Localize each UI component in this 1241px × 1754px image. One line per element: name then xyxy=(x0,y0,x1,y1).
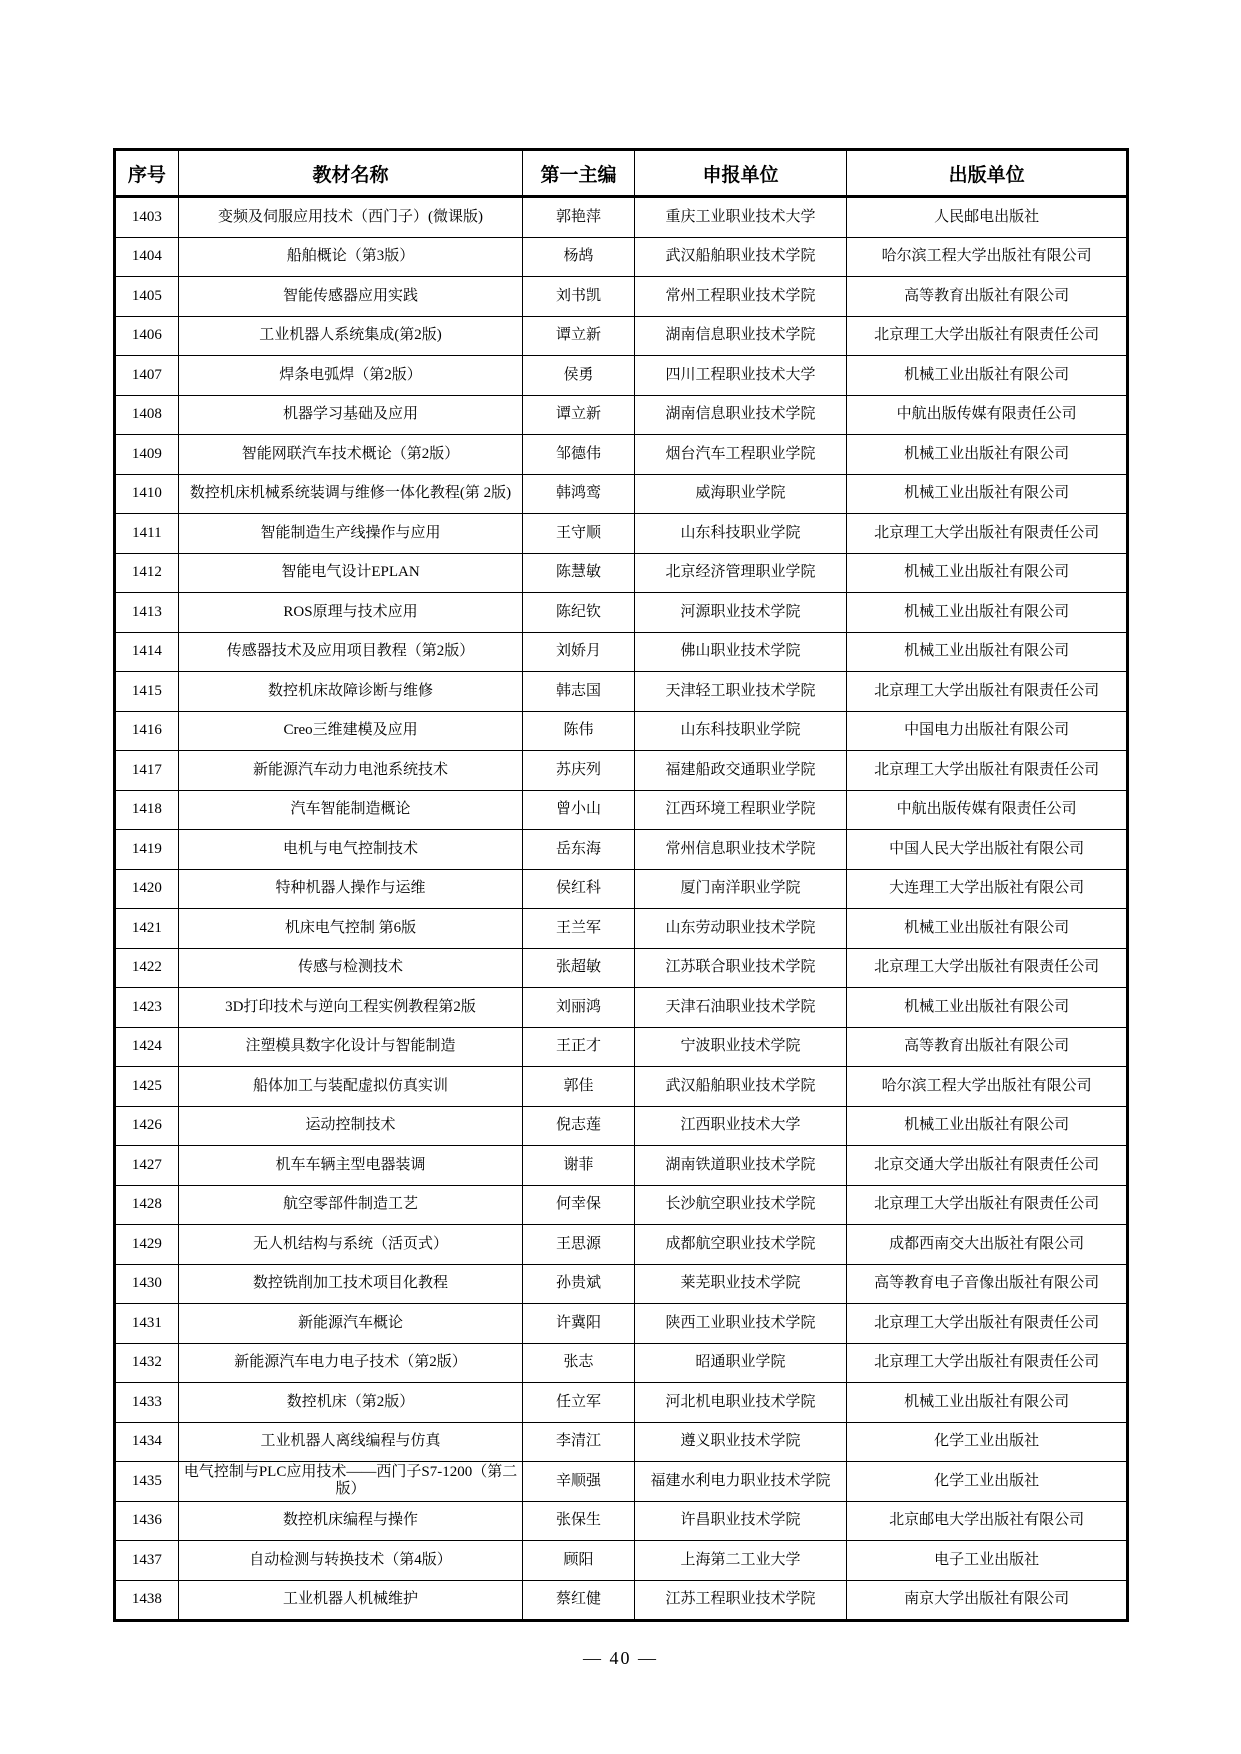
cell-applicant: 江西职业技术大学 xyxy=(634,1106,847,1146)
cell-editor: 刘丽鸿 xyxy=(523,988,634,1028)
cell-publisher: 大连理工大学出版社有限公司 xyxy=(847,869,1128,909)
cell-serial: 1403 xyxy=(115,197,179,238)
cell-serial: 1416 xyxy=(115,711,179,751)
cell-editor: 陈纪钦 xyxy=(523,593,634,633)
table-row xyxy=(115,435,1128,475)
cell-editor: 韩志国 xyxy=(523,672,634,712)
table-row xyxy=(115,1067,1128,1107)
cell-title: Creo三维建模及应用 xyxy=(178,711,522,751)
table-row xyxy=(115,1501,1128,1541)
cell-applicant: 武汉船舶职业技术学院 xyxy=(634,1067,847,1107)
table-row xyxy=(115,514,1128,554)
cell-title: 机床电气控制 第6版 xyxy=(178,909,522,949)
table-row xyxy=(115,1422,1128,1462)
cell-title: 智能制造生产线操作与应用 xyxy=(178,514,522,554)
cell-applicant: 烟台汽车工程职业学院 xyxy=(634,435,847,475)
cell-serial: 1413 xyxy=(115,593,179,633)
cell-editor: 辛顺强 xyxy=(523,1462,634,1502)
cell-title: 自动检测与转换技术（第4版） xyxy=(178,1541,522,1581)
cell-publisher: 北京理工大学出版社有限责任公司 xyxy=(847,672,1128,712)
cell-applicant: 山东科技职业学院 xyxy=(634,711,847,751)
cell-title: 智能电气设计EPLAN xyxy=(178,553,522,593)
cell-publisher: 机械工业出版社有限公司 xyxy=(847,356,1128,396)
cell-editor: 谭立新 xyxy=(523,395,634,435)
page-number: — 40 — xyxy=(583,1648,658,1668)
cell-publisher: 北京理工大学出版社有限责任公司 xyxy=(847,1185,1128,1225)
cell-editor: 苏庆列 xyxy=(523,751,634,791)
table-row xyxy=(115,830,1128,870)
cell-editor: 谭立新 xyxy=(523,316,634,356)
cell-publisher: 高等教育出版社有限公司 xyxy=(847,277,1128,317)
cell-editor: 谢菲 xyxy=(523,1146,634,1186)
cell-publisher: 机械工业出版社有限公司 xyxy=(847,435,1128,475)
cell-publisher: 中国电力出版社有限公司 xyxy=(847,711,1128,751)
cell-applicant: 河北机电职业技术学院 xyxy=(634,1383,847,1423)
table-row xyxy=(115,237,1128,277)
cell-serial: 1432 xyxy=(115,1343,179,1383)
cell-applicant: 遵义职业技术学院 xyxy=(634,1422,847,1462)
cell-title: 3D打印技术与逆向工程实例教程第2版 xyxy=(178,988,522,1028)
cell-editor: 何幸保 xyxy=(523,1185,634,1225)
table-row xyxy=(115,948,1128,988)
cell-title: 工业机器人机械维护 xyxy=(178,1580,522,1621)
table-row xyxy=(115,1185,1128,1225)
cell-serial: 1405 xyxy=(115,277,179,317)
cell-title: 变频及伺服应用技术（西门子）(微课版) xyxy=(178,197,522,238)
cell-publisher: 北京交通大学出版社有限责任公司 xyxy=(847,1146,1128,1186)
cell-applicant: 湖南信息职业技术学院 xyxy=(634,395,847,435)
cell-publisher: 化学工业出版社 xyxy=(847,1462,1128,1502)
cell-applicant: 重庆工业职业技术大学 xyxy=(634,197,847,238)
header-cell-editor: 第一主编 xyxy=(523,150,634,197)
cell-title: 无人机结构与系统（活页式） xyxy=(178,1225,522,1265)
table-row xyxy=(115,1264,1128,1304)
cell-editor: 杨鸪 xyxy=(523,237,634,277)
cell-editor: 岳东海 xyxy=(523,830,634,870)
cell-serial: 1434 xyxy=(115,1422,179,1462)
cell-title: 新能源汽车动力电池系统技术 xyxy=(178,751,522,791)
cell-serial: 1426 xyxy=(115,1106,179,1146)
cell-serial: 1411 xyxy=(115,514,179,554)
table-row xyxy=(115,553,1128,593)
cell-applicant: 威海职业学院 xyxy=(634,474,847,514)
cell-editor: 侯勇 xyxy=(523,356,634,396)
cell-editor: 陈慧敏 xyxy=(523,553,634,593)
table-header-row xyxy=(115,150,1128,197)
table-row xyxy=(115,1462,1128,1502)
cell-title: 数控机床（第2版） xyxy=(178,1383,522,1423)
cell-editor: 王思源 xyxy=(523,1225,634,1265)
cell-title: 数控机床机械系统装调与维修一体化教程(第 2版) xyxy=(178,474,522,514)
cell-title: 航空零部件制造工艺 xyxy=(178,1185,522,1225)
header-cell-applicant: 申报单位 xyxy=(634,150,847,197)
cell-publisher: 人民邮电出版社 xyxy=(847,197,1128,238)
cell-editor: 张保生 xyxy=(523,1501,634,1541)
cell-editor: 韩鸿鸾 xyxy=(523,474,634,514)
cell-publisher: 南京大学出版社有限公司 xyxy=(847,1580,1128,1621)
cell-serial: 1404 xyxy=(115,237,179,277)
cell-applicant: 福建船政交通职业学院 xyxy=(634,751,847,791)
cell-applicant: 昭通职业学院 xyxy=(634,1343,847,1383)
cell-publisher: 机械工业出版社有限公司 xyxy=(847,632,1128,672)
cell-editor: 顾阳 xyxy=(523,1541,634,1581)
cell-publisher: 北京理工大学出版社有限责任公司 xyxy=(847,1304,1128,1344)
table-row xyxy=(115,869,1128,909)
cell-editor: 刘书凯 xyxy=(523,277,634,317)
cell-serial: 1409 xyxy=(115,435,179,475)
cell-serial: 1431 xyxy=(115,1304,179,1344)
cell-publisher: 北京理工大学出版社有限责任公司 xyxy=(847,1343,1128,1383)
cell-title: 工业机器人系统集成(第2版) xyxy=(178,316,522,356)
cell-title: 数控机床故障诊断与维修 xyxy=(178,672,522,712)
table-row xyxy=(115,1541,1128,1581)
cell-applicant: 厦门南洋职业学院 xyxy=(634,869,847,909)
cell-applicant: 成都航空职业技术学院 xyxy=(634,1225,847,1265)
cell-title: 新能源汽车概论 xyxy=(178,1304,522,1344)
cell-publisher: 哈尔滨工程大学出版社有限公司 xyxy=(847,1067,1128,1107)
cell-publisher: 中航出版传媒有限责任公司 xyxy=(847,395,1128,435)
cell-serial: 1410 xyxy=(115,474,179,514)
cell-serial: 1428 xyxy=(115,1185,179,1225)
table-row xyxy=(115,988,1128,1028)
cell-serial: 1424 xyxy=(115,1027,179,1067)
cell-serial: 1423 xyxy=(115,988,179,1028)
cell-title: 新能源汽车电力电子技术（第2版） xyxy=(178,1343,522,1383)
cell-publisher: 化学工业出版社 xyxy=(847,1422,1128,1462)
cell-serial: 1422 xyxy=(115,948,179,988)
table-row xyxy=(115,1580,1128,1621)
cell-applicant: 莱芜职业技术学院 xyxy=(634,1264,847,1304)
cell-applicant: 北京经济管理职业学院 xyxy=(634,553,847,593)
cell-title: 传感与检测技术 xyxy=(178,948,522,988)
cell-editor: 陈伟 xyxy=(523,711,634,751)
table-row xyxy=(115,1383,1128,1423)
table-row xyxy=(115,1027,1128,1067)
cell-editor: 任立军 xyxy=(523,1383,634,1423)
cell-serial: 1419 xyxy=(115,830,179,870)
cell-editor: 郭佳 xyxy=(523,1067,634,1107)
table-row xyxy=(115,395,1128,435)
cell-publisher: 机械工业出版社有限公司 xyxy=(847,1106,1128,1146)
cell-applicant: 长沙航空职业技术学院 xyxy=(634,1185,847,1225)
cell-publisher: 北京理工大学出版社有限责任公司 xyxy=(847,514,1128,554)
cell-serial: 1430 xyxy=(115,1264,179,1304)
table-row xyxy=(115,632,1128,672)
cell-editor: 倪志莲 xyxy=(523,1106,634,1146)
cell-publisher: 中国人民大学出版社有限公司 xyxy=(847,830,1128,870)
table-row xyxy=(115,197,1128,238)
cell-editor: 李清江 xyxy=(523,1422,634,1462)
table-row xyxy=(115,277,1128,317)
table-body xyxy=(115,197,1128,1621)
cell-editor: 王兰军 xyxy=(523,909,634,949)
cell-serial: 1433 xyxy=(115,1383,179,1423)
cell-applicant: 天津轻工职业技术学院 xyxy=(634,672,847,712)
cell-applicant: 武汉船舶职业技术学院 xyxy=(634,237,847,277)
cell-title: 传感器技术及应用项目教程（第2版） xyxy=(178,632,522,672)
table-row xyxy=(115,474,1128,514)
cell-title: 电气控制与PLC应用技术——西门子S7-1200（第二版） xyxy=(178,1462,522,1502)
cell-editor: 张志 xyxy=(523,1343,634,1383)
table-row xyxy=(115,1225,1128,1265)
header-cell-serial: 序号 xyxy=(115,150,179,197)
cell-title: 焊条电弧焊（第2版） xyxy=(178,356,522,396)
cell-title: 机器学习基础及应用 xyxy=(178,395,522,435)
table-row xyxy=(115,790,1128,830)
cell-applicant: 江苏工程职业技术学院 xyxy=(634,1580,847,1621)
cell-serial: 1425 xyxy=(115,1067,179,1107)
cell-publisher: 北京理工大学出版社有限责任公司 xyxy=(847,316,1128,356)
cell-editor: 蔡红健 xyxy=(523,1580,634,1621)
cell-applicant: 佛山职业技术学院 xyxy=(634,632,847,672)
cell-publisher: 成都西南交大出版社有限公司 xyxy=(847,1225,1128,1265)
table-row xyxy=(115,593,1128,633)
cell-serial: 1437 xyxy=(115,1541,179,1581)
cell-serial: 1420 xyxy=(115,869,179,909)
cell-title: 智能传感器应用实践 xyxy=(178,277,522,317)
cell-publisher: 机械工业出版社有限公司 xyxy=(847,553,1128,593)
cell-publisher: 机械工业出版社有限公司 xyxy=(847,988,1128,1028)
textbook-table xyxy=(113,148,1129,1622)
cell-publisher: 机械工业出版社有限公司 xyxy=(847,474,1128,514)
cell-title: 工业机器人离线编程与仿真 xyxy=(178,1422,522,1462)
cell-publisher: 北京邮电大学出版社有限公司 xyxy=(847,1501,1128,1541)
cell-title: 数控铣削加工技术项目化教程 xyxy=(178,1264,522,1304)
cell-publisher: 北京理工大学出版社有限责任公司 xyxy=(847,948,1128,988)
cell-publisher: 中航出版传媒有限责任公司 xyxy=(847,790,1128,830)
cell-applicant: 常州信息职业技术学院 xyxy=(634,830,847,870)
cell-title: 机车车辆主型电器装调 xyxy=(178,1146,522,1186)
cell-title: 船舶概论（第3版） xyxy=(178,237,522,277)
cell-editor: 侯红科 xyxy=(523,869,634,909)
cell-applicant: 江苏联合职业技术学院 xyxy=(634,948,847,988)
cell-serial: 1427 xyxy=(115,1146,179,1186)
cell-publisher: 机械工业出版社有限公司 xyxy=(847,593,1128,633)
cell-editor: 郭艳萍 xyxy=(523,197,634,238)
cell-editor: 刘娇月 xyxy=(523,632,634,672)
cell-applicant: 许昌职业技术学院 xyxy=(634,1501,847,1541)
cell-publisher: 机械工业出版社有限公司 xyxy=(847,909,1128,949)
table-row xyxy=(115,1304,1128,1344)
cell-serial: 1418 xyxy=(115,790,179,830)
cell-applicant: 四川工程职业技术大学 xyxy=(634,356,847,396)
cell-editor: 张超敏 xyxy=(523,948,634,988)
table-row xyxy=(115,1343,1128,1383)
cell-publisher: 北京理工大学出版社有限责任公司 xyxy=(847,751,1128,791)
cell-publisher: 机械工业出版社有限公司 xyxy=(847,1383,1128,1423)
cell-serial: 1408 xyxy=(115,395,179,435)
cell-serial: 1435 xyxy=(115,1462,179,1502)
cell-title: 注塑模具数字化设计与智能制造 xyxy=(178,1027,522,1067)
header-cell-publisher: 出版单位 xyxy=(847,150,1128,197)
cell-title: 智能网联汽车技术概论（第2版） xyxy=(178,435,522,475)
cell-editor: 孙贵斌 xyxy=(523,1264,634,1304)
cell-title: 船体加工与装配虚拟仿真实训 xyxy=(178,1067,522,1107)
cell-serial: 1406 xyxy=(115,316,179,356)
cell-serial: 1429 xyxy=(115,1225,179,1265)
cell-serial: 1415 xyxy=(115,672,179,712)
cell-title: 电机与电气控制技术 xyxy=(178,830,522,870)
cell-applicant: 湖南铁道职业技术学院 xyxy=(634,1146,847,1186)
cell-serial: 1414 xyxy=(115,632,179,672)
cell-applicant: 上海第二工业大学 xyxy=(634,1541,847,1581)
cell-serial: 1417 xyxy=(115,751,179,791)
cell-publisher: 哈尔滨工程大学出版社有限公司 xyxy=(847,237,1128,277)
table-row xyxy=(115,356,1128,396)
cell-title: 运动控制技术 xyxy=(178,1106,522,1146)
cell-title: 特种机器人操作与运维 xyxy=(178,869,522,909)
cell-applicant: 天津石油职业技术学院 xyxy=(634,988,847,1028)
cell-applicant: 陕西工业职业技术学院 xyxy=(634,1304,847,1344)
table-row xyxy=(115,1106,1128,1146)
cell-applicant: 常州工程职业技术学院 xyxy=(634,277,847,317)
cell-applicant: 宁波职业技术学院 xyxy=(634,1027,847,1067)
cell-applicant: 河源职业技术学院 xyxy=(634,593,847,633)
cell-title: 汽车智能制造概论 xyxy=(178,790,522,830)
header-cell-title: 教材名称 xyxy=(178,150,522,197)
table-row xyxy=(115,316,1128,356)
cell-editor: 邹德伟 xyxy=(523,435,634,475)
table-row xyxy=(115,909,1128,949)
cell-applicant: 江西环境工程职业学院 xyxy=(634,790,847,830)
cell-publisher: 高等教育电子音像出版社有限公司 xyxy=(847,1264,1128,1304)
cell-applicant: 湖南信息职业技术学院 xyxy=(634,316,847,356)
cell-editor: 王守顺 xyxy=(523,514,634,554)
table-row xyxy=(115,711,1128,751)
cell-applicant: 山东科技职业学院 xyxy=(634,514,847,554)
cell-publisher: 高等教育出版社有限公司 xyxy=(847,1027,1128,1067)
cell-editor: 许冀阳 xyxy=(523,1304,634,1344)
cell-applicant: 山东劳动职业技术学院 xyxy=(634,909,847,949)
cell-serial: 1438 xyxy=(115,1580,179,1621)
cell-applicant: 福建水利电力职业技术学院 xyxy=(634,1462,847,1502)
cell-title: 数控机床编程与操作 xyxy=(178,1501,522,1541)
cell-editor: 曾小山 xyxy=(523,790,634,830)
cell-title: ROS原理与技术应用 xyxy=(178,593,522,633)
table-row xyxy=(115,672,1128,712)
table-row xyxy=(115,1146,1128,1186)
table-row xyxy=(115,751,1128,791)
cell-publisher: 电子工业出版社 xyxy=(847,1541,1128,1581)
cell-serial: 1436 xyxy=(115,1501,179,1541)
cell-serial: 1421 xyxy=(115,909,179,949)
cell-serial: 1412 xyxy=(115,553,179,593)
cell-editor: 王正才 xyxy=(523,1027,634,1067)
cell-serial: 1407 xyxy=(115,356,179,396)
